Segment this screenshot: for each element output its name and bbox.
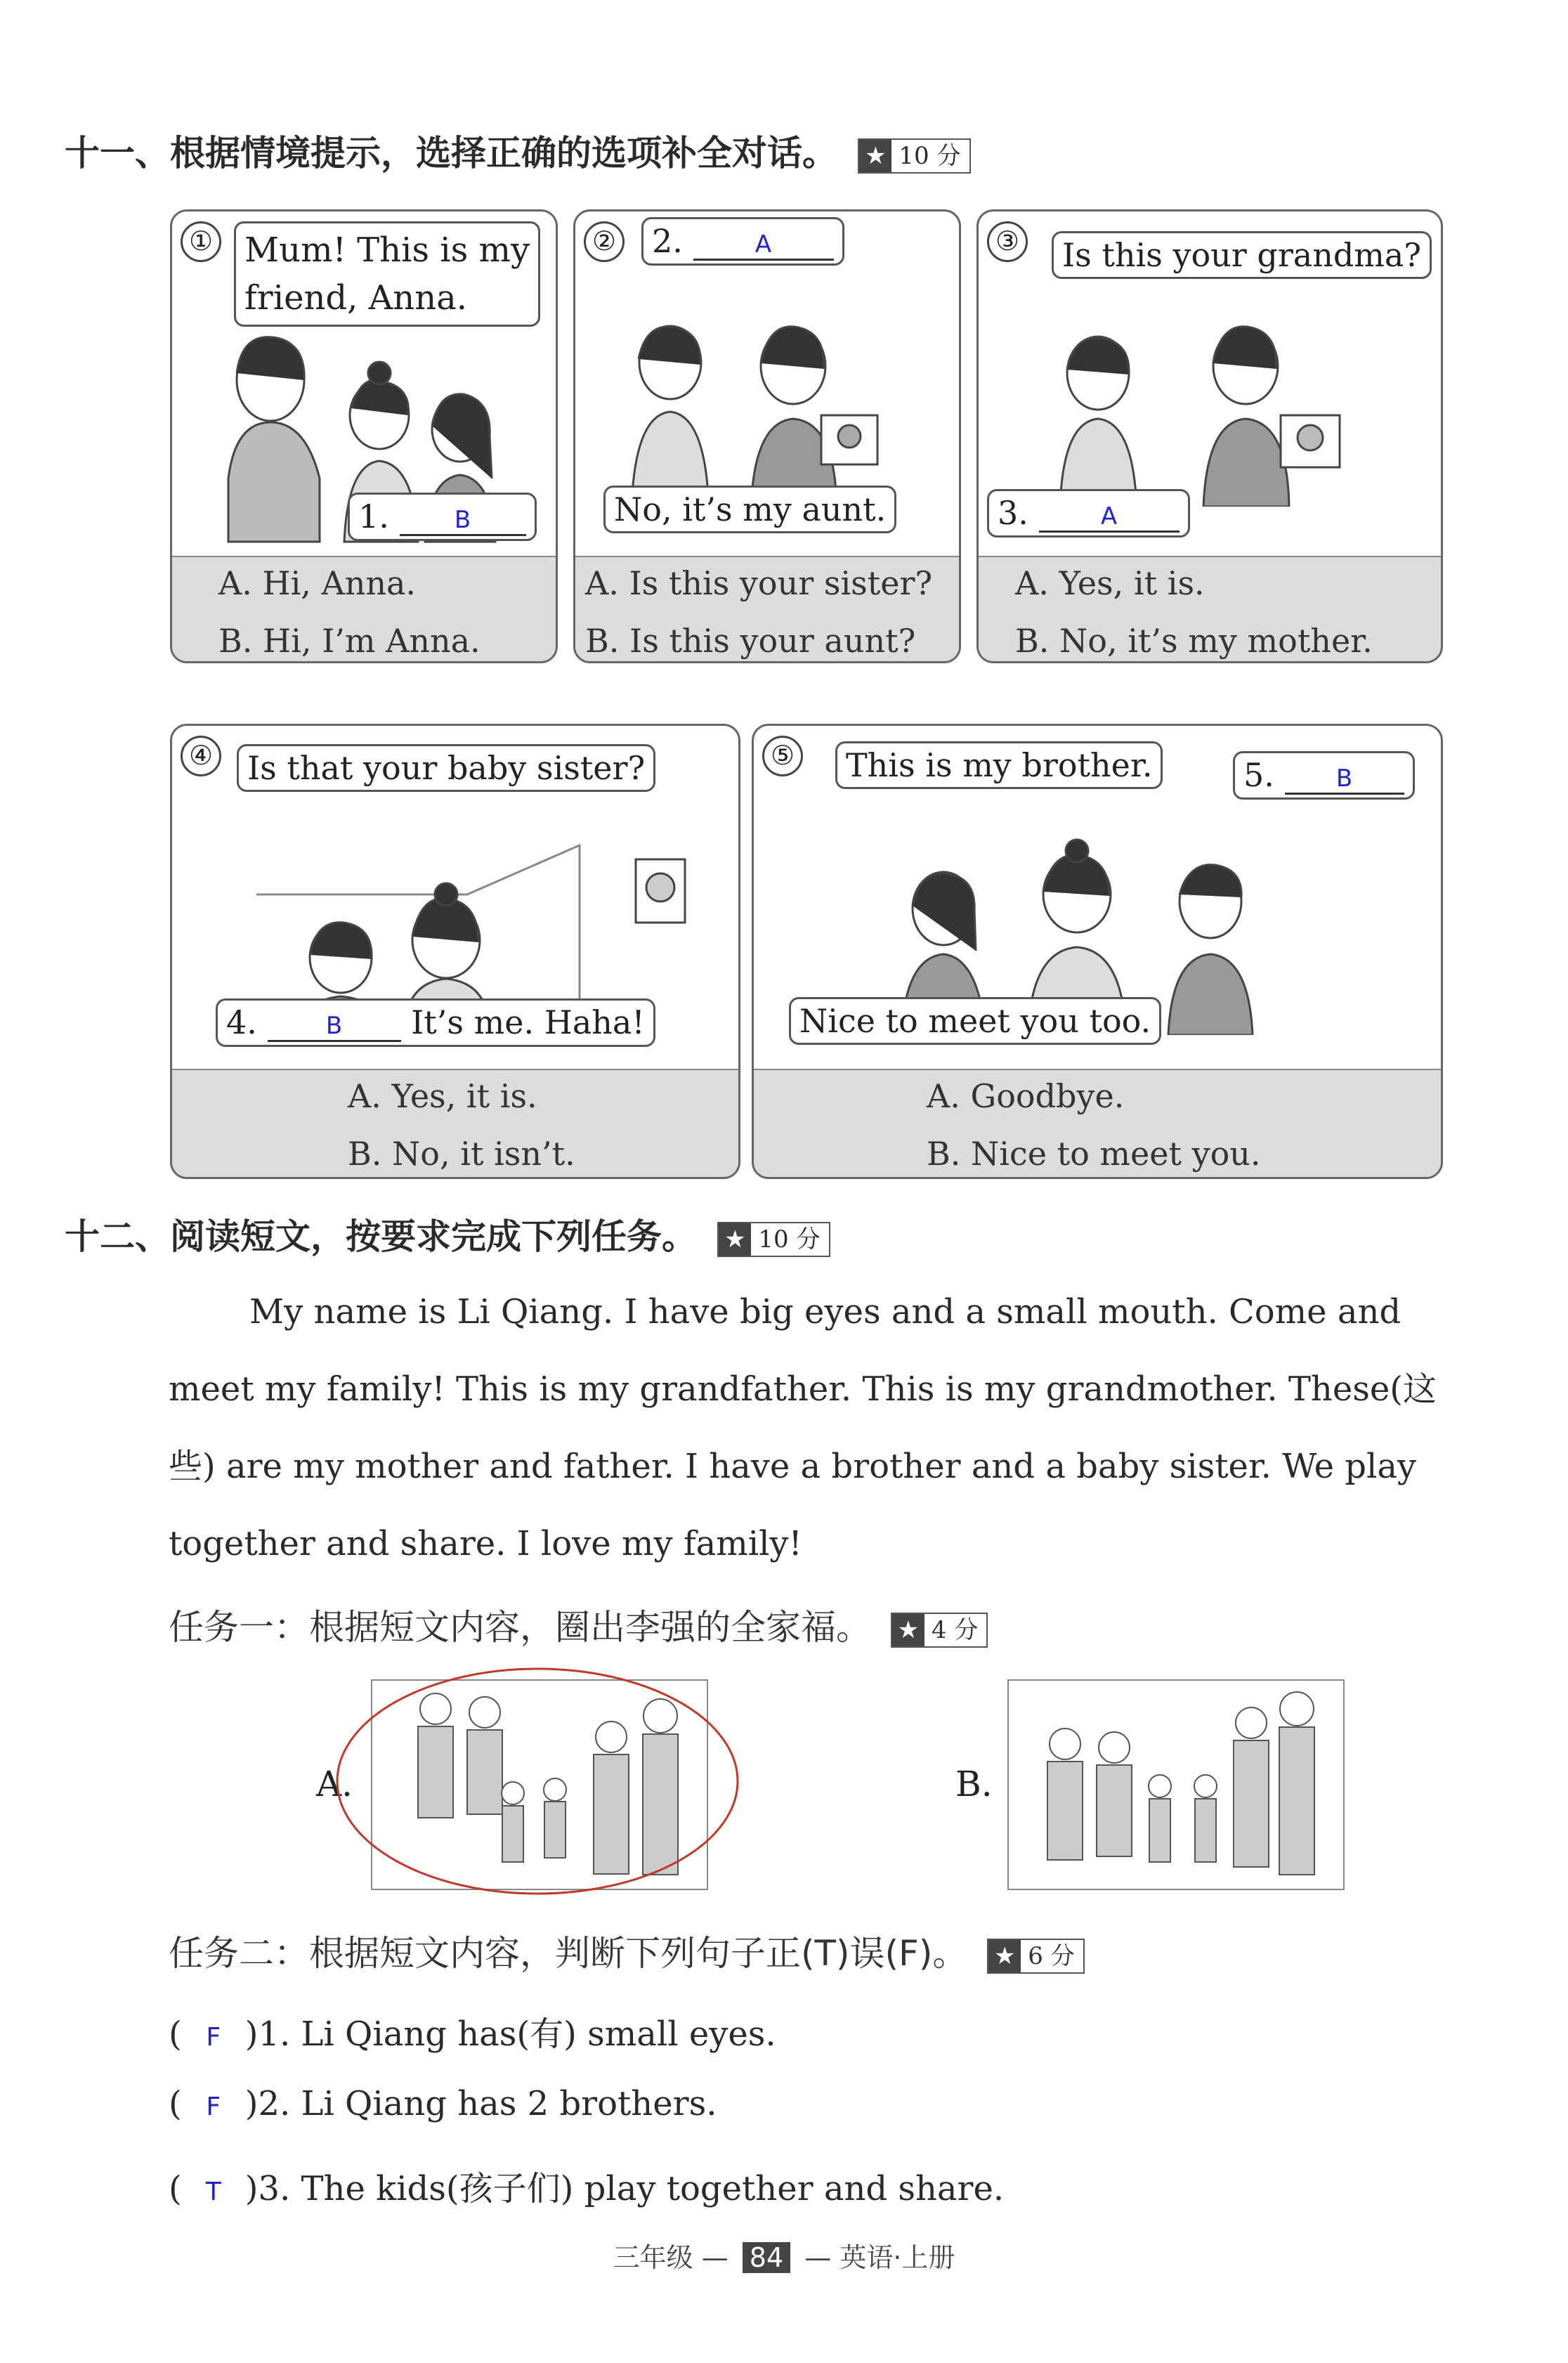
task-1-label: [169, 1599, 988, 1650]
answer-circle-mark: [330, 1662, 745, 1901]
blank-label: 5.: [1243, 756, 1274, 794]
dialog-panel-2: [573, 209, 961, 663]
page-footer: 三年级 — 84 — 英语·上册: [613, 2242, 955, 2273]
tf-text-1: )1. Li Qiang has(有) small eyes.: [244, 2014, 776, 2054]
bubble-tail-text: It’s me. Haha!: [411, 1003, 645, 1041]
passage-line-2: meet my family! This is my grandfather. This is my grandmother. These(这: [169, 1369, 1437, 1409]
score-badge-11: [858, 138, 970, 174]
speech-bubble-reply: Nice to meet you too.: [789, 997, 1161, 1045]
footer-subject: 英语·上册: [839, 2242, 955, 2273]
panel-number: ⑤: [762, 736, 803, 776]
panel-number: ②: [584, 221, 625, 262]
task-2-label: [169, 1925, 1085, 1976]
score-badge-12: [717, 1222, 830, 1257]
answer-bubble-4: [216, 998, 655, 1047]
score-text: 10 分: [758, 1225, 821, 1254]
answer-blank-1[interactable]: B: [400, 506, 526, 536]
option-a: A. Yes, it is.: [348, 1077, 537, 1115]
tf-answer-1[interactable]: F: [206, 2023, 221, 2052]
option-a: A. Goodbye.: [927, 1077, 1125, 1115]
speech-bubble: Is this your grandma?: [1052, 231, 1432, 279]
passage-line-1: My name is Li Qiang. I have big eyes and a small mouth. Come and: [249, 1292, 1402, 1332]
option-b: B. Nice to meet you.: [927, 1135, 1261, 1173]
answer-blank-4[interactable]: B: [268, 1012, 401, 1042]
options-box: [979, 556, 1441, 661]
footer-grade: 三年级: [613, 2242, 693, 2273]
option-b: B. No, it’s my mother.: [1015, 622, 1373, 660]
score-text: 4 分: [931, 1615, 979, 1644]
answer-bubble-5: [1233, 751, 1415, 800]
options-box: [172, 1069, 738, 1177]
dialog-panel-4: [170, 724, 740, 1179]
family-b-illustration: [1009, 1681, 1343, 1889]
task-1-text: 任务一：根据短文内容，圈出李强的全家福。: [169, 1607, 871, 1648]
score-text: 10 分: [899, 141, 961, 170]
option-b-label: B.: [955, 1764, 993, 1804]
passage-line-3: 些) are my mother and father. I have a brother and a baby sister. We play: [169, 1447, 1417, 1486]
blank-label: 1.: [358, 497, 389, 535]
section-12-title-text: 十二、阅读短文，按要求完成下列任务。: [65, 1216, 697, 1257]
tf-answer-2[interactable]: F: [206, 2092, 221, 2121]
options-box: [575, 556, 959, 661]
speech-bubble: Is that your baby sister?: [237, 744, 655, 792]
page-number: 84: [743, 2242, 790, 2273]
section-11-title-text: 十一、根据情境提示，选择正确的选项补全对话。: [65, 133, 837, 174]
bubble-line-2: friend, Anna.: [244, 278, 467, 318]
illustration-girls-baby-photo: [256, 817, 692, 1028]
section-11-title: [65, 125, 971, 176]
dialog-panel-5: [752, 724, 1443, 1179]
options-box: [754, 1069, 1441, 1177]
option-a: A. Hi, Anna.: [218, 564, 417, 602]
score-text: 6 分: [1028, 1941, 1075, 1970]
illustration-girls-with-grandma-photo: [1028, 296, 1379, 507]
options-box: [172, 556, 556, 661]
score-badge-task1: [891, 1613, 988, 1648]
speech-bubble: [234, 221, 540, 327]
star-icon: ★: [988, 1940, 1021, 1972]
blank-label: 2.: [652, 222, 683, 260]
answer-blank-5[interactable]: B: [1285, 764, 1404, 795]
passage-line-4: together and share. I love my family!: [169, 1524, 802, 1563]
tf-item-2: ( F )2. Li Qiang has 2 brothers.: [169, 2084, 717, 2123]
star-icon: ★: [859, 140, 891, 172]
speech-bubble: No, it’s my aunt.: [603, 486, 896, 533]
answer-bubble-3: [987, 489, 1190, 538]
blank-label: 3.: [998, 494, 1028, 532]
tf-item-3: ( T )3. The kids(孩子们) play together and share.: [169, 2169, 1005, 2208]
tf-text-3: )3. The kids(孩子们) play together and share.: [244, 2169, 1005, 2208]
family-photo-b[interactable]: [1007, 1679, 1345, 1890]
speech-bubble: This is my brother.: [835, 741, 1163, 789]
section-12-title: [65, 1209, 830, 1259]
blank-label: 4.: [226, 1003, 257, 1041]
tf-text-2: )2. Li Qiang has 2 brothers.: [244, 2084, 717, 2123]
illustration-girls-with-photo: [610, 296, 920, 507]
tf-item-1: ( F )1. Li Qiang has(有) small eyes.: [169, 2014, 776, 2054]
option-b: B. Is this your aunt?: [585, 622, 916, 660]
bubble-line-1: Mum! This is my: [244, 230, 530, 270]
reading-passage: [169, 1273, 1440, 1582]
option-b: B. No, it isn’t.: [348, 1135, 575, 1173]
score-badge-task2: [987, 1939, 1084, 1974]
option-a: A. Is this your sister?: [585, 564, 933, 602]
option-b: B. Hi, I’m Anna.: [218, 622, 481, 660]
answer-bubble-1: [348, 493, 537, 541]
task-2-text: 任务二：根据短文内容，判断下列句子正(T)误(F)。: [169, 1933, 968, 1974]
option-a: A. Yes, it is.: [1015, 564, 1205, 602]
star-icon: ★: [892, 1614, 925, 1646]
panel-number: ④: [181, 736, 221, 776]
answer-blank-2[interactable]: A: [693, 230, 834, 261]
star-icon: ★: [719, 1223, 751, 1256]
dialog-panel-1: [170, 209, 558, 663]
panel-number: ①: [181, 221, 221, 262]
answer-bubble-2: [641, 217, 844, 266]
answer-blank-3[interactable]: A: [1039, 502, 1180, 533]
tf-answer-3[interactable]: T: [205, 2178, 221, 2206]
dialog-panel-3: [976, 209, 1443, 663]
panel-number: ③: [987, 221, 1028, 262]
option-a-label: A.: [316, 1764, 353, 1804]
